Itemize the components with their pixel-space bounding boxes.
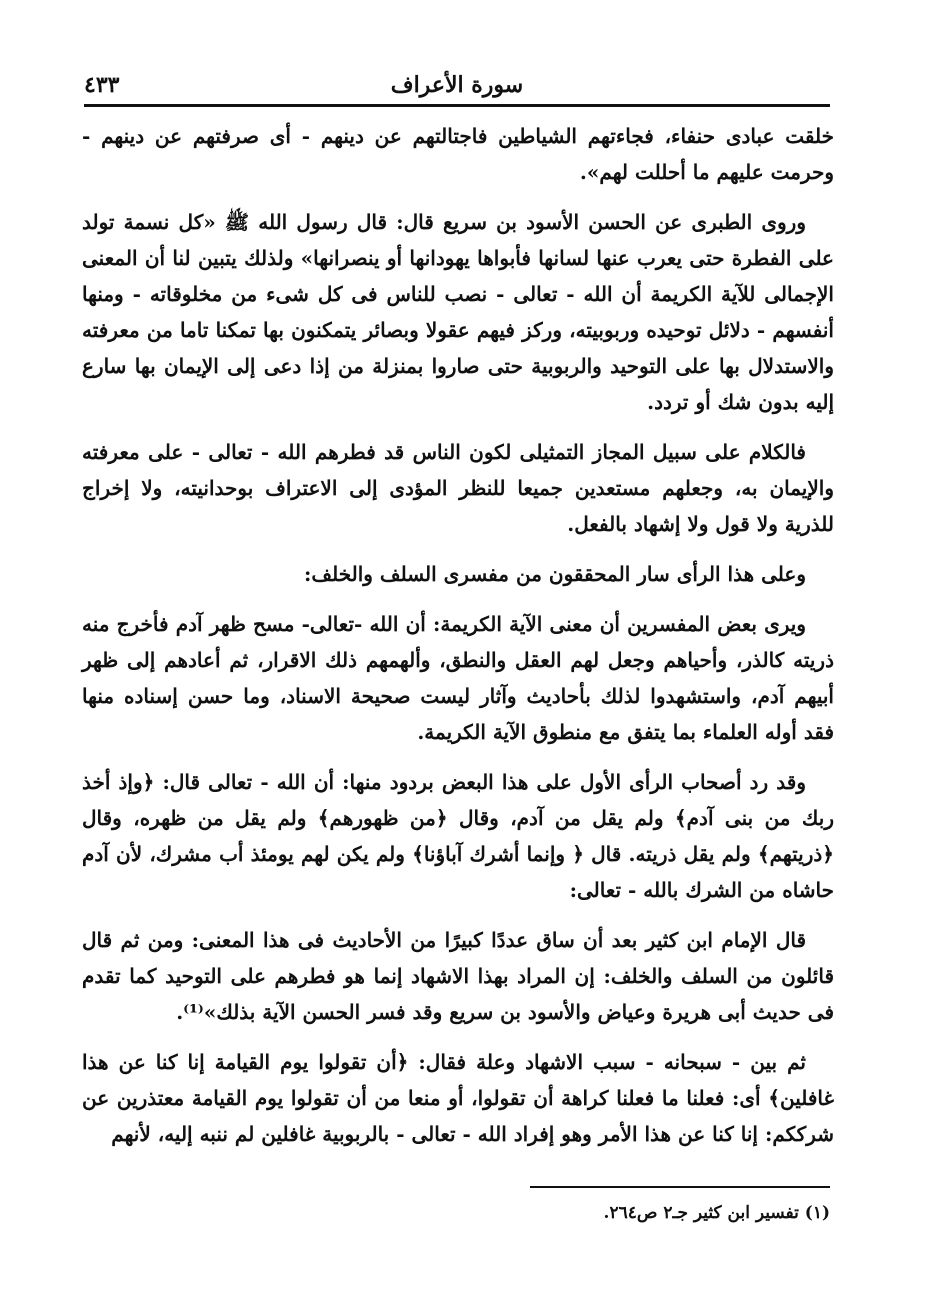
footnote: (١) تفسير ابن كثير جـ٢ ص٢٦٤. bbox=[603, 1203, 830, 1223]
page-number: ٤٣٣ bbox=[84, 72, 120, 98]
paragraph: فالكلام على سبيل المجاز التمثيلى لكون الناس قد فطرهم الله - تعالى - على معرفته والإيمان به، وجعلهم مستعدين جميعا للنظر المؤدى إلى الاعتراف بوحدانيته، ولا إخراج للذرية ولا قول ولا إشهاد بالفعل. bbox=[82, 440, 834, 536]
paragraph: ويرى بعض المفسرين أن معنى الآية الكريمة: أن الله -تعالى- مسح ظهر آدم فأخرج منه ذريته كالذر، وأحياهم وجعل لهم العقل والنطق، وألهمهم ذلك الاقرار، ثم أعادهم إلى ظهر أبيهم آدم، واستشهدوا لذلك بأحاديث وآثار ليست صحيحة الاسناد، وما حسن إسناده منها فقد أوله العلماء بما يتفق مع منطوق الآية الكريمة. bbox=[82, 612, 834, 744]
body-text bbox=[82, 118, 834, 1166]
paragraph: خلقت عبادى حنفاء، فجاءتهم الشياطين فاجتالتهم عن دينهم - أى صرفتهم عن دينهم - وحرمت عليهم ما أحللت لهم». bbox=[82, 124, 834, 184]
paragraph: وقد رد أصحاب الرأى الأول على هذا البعض بردود منها: أن الله - تعالى قال: ﴿وإذ أخذ ربك من بنى آدم﴾ ولم يقل من آدم، وقال ﴿من ظهورهم﴾ ولم يقل من ظهره، وقال ﴿ذريتهم﴾ ولم يقل ذريته. قال ﴿ وإنما أشرك آباؤنا﴾ ولم يكن لهم يومئذ أب مشرك، لأن آدم حاشاه من الشرك بالله - تعالى: bbox=[82, 770, 834, 902]
page-header bbox=[84, 70, 830, 102]
header-divider bbox=[84, 104, 830, 107]
paragraph: قال الإمام ابن كثير بعد أن ساق عددًا كبيرًا من الأحاديث فى هذا المعنى: ومن ثم قال قائلون من السلف والخلف: إن المراد بهذا الاشهاد إنما هو فطرهم على التوحيد كما تقدم فى حديث أبى هريرة وعياض والأسود بن سريع وقد فسر الحسن الآية بذلك»⁽¹⁾. bbox=[82, 928, 834, 1024]
paragraph: وعلى هذا الرأى سار المحققون من مفسرى السلف والخلف: bbox=[303, 562, 806, 586]
surah-title: سورة الأعراف bbox=[390, 72, 524, 98]
paragraph: ثم بين - سبحانه - سبب الاشهاد وعلة فقال: ﴿أن تقولوا يوم القيامة إنا كنا عن هذا غافلين﴾ أى: فعلنا ما فعلنا كراهة أن تقولوا، أو منعا من أن تقولوا يوم القيامة معتذرين عن شرككم: إنا كنا عن هذا الأمر وهو إفراد الله - تعالى - بالربوبية غافلين لم ننبه إليه، لأنهم bbox=[82, 1050, 834, 1146]
paragraph: وروى الطبرى عن الحسن الأسود بن سريع قال: قال رسول الله ﷺ «كل نسمة تولد على الفطرة حتى يعرب عنها لسانها فأبواها يهودانها أو ينصرانها» ولذلك يتبين لنا أن المعنى الإجمالى للآية الكريمة أن الله - تعالى - نصب للناس فى كل شىء من مخلوقاته - ومنها أنفسهم - دلائل توحيده وربوبيته، وركز فيهم عقولا وبصائر يتمكنون بها تمكنا تاما من معرفته والاستدلال بها على التوحيد والربوبية حتى صاروا بمنزلة من إذا دعى إلى الإيمان بها سارع إليه بدون شك أو تردد. bbox=[82, 210, 834, 414]
footnote-divider bbox=[530, 1186, 830, 1188]
